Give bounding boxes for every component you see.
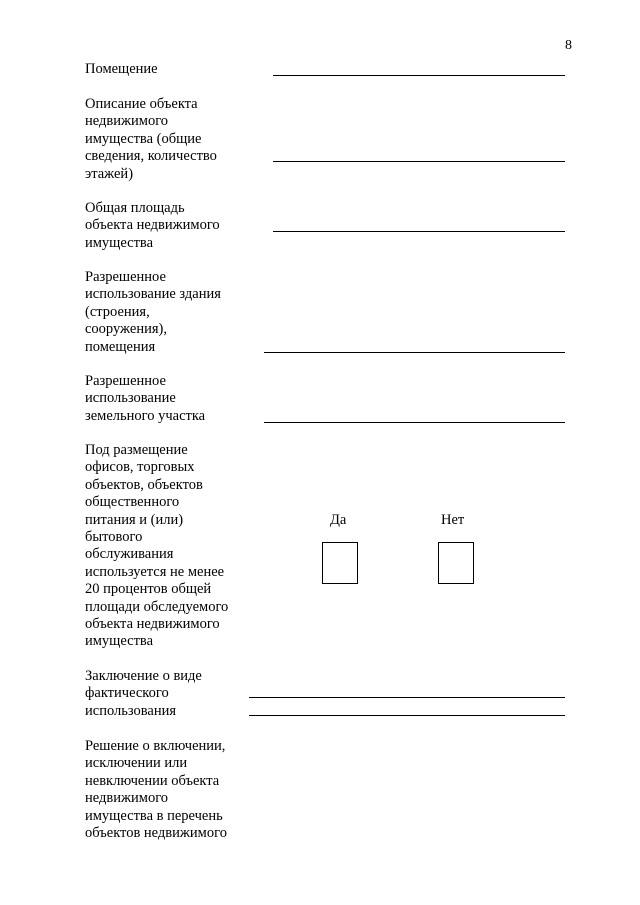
yes-checkbox[interactable]	[322, 542, 358, 584]
permitted-use-land-label: Разрешенное использование земельного участка	[85, 373, 206, 424]
permitted-use-building-field[interactable]	[264, 352, 565, 353]
conclusion-label: Заключение о виде фактического использования	[85, 668, 202, 719]
page-number: 8	[565, 38, 572, 53]
description-label: Описание объекта недвижимого имущества (общие сведения, количество этажей)	[85, 96, 217, 182]
total-area-label: Общая площадь объекта недвижимого имущества	[85, 200, 220, 251]
premises-field[interactable]	[273, 75, 565, 76]
no-checkbox[interactable]	[438, 542, 474, 584]
premises-label: Помещение	[85, 61, 158, 77]
permitted-use-land-field[interactable]	[264, 422, 565, 423]
conclusion-field-2[interactable]	[249, 715, 565, 716]
usage-question-label: Под размещение офисов, торговых объектов, объектов общественного питания и (или) бытового обслуживания используется не менее 20 процентов общей площади обследуемого объекта недвижимого имущества	[85, 442, 229, 650]
yes-label: Да	[330, 512, 347, 528]
no-label: Нет	[441, 512, 465, 528]
description-field[interactable]	[273, 161, 565, 162]
total-area-field[interactable]	[273, 231, 565, 232]
permitted-use-building-label: Разрешенное использование здания (строения, сооружения), помещения	[85, 269, 221, 355]
decision-label: Решение о включении, исключении или невключении объекта недвижимого имущества в перечень объектов недвижимого	[85, 738, 227, 842]
conclusion-field-1[interactable]	[249, 697, 565, 698]
